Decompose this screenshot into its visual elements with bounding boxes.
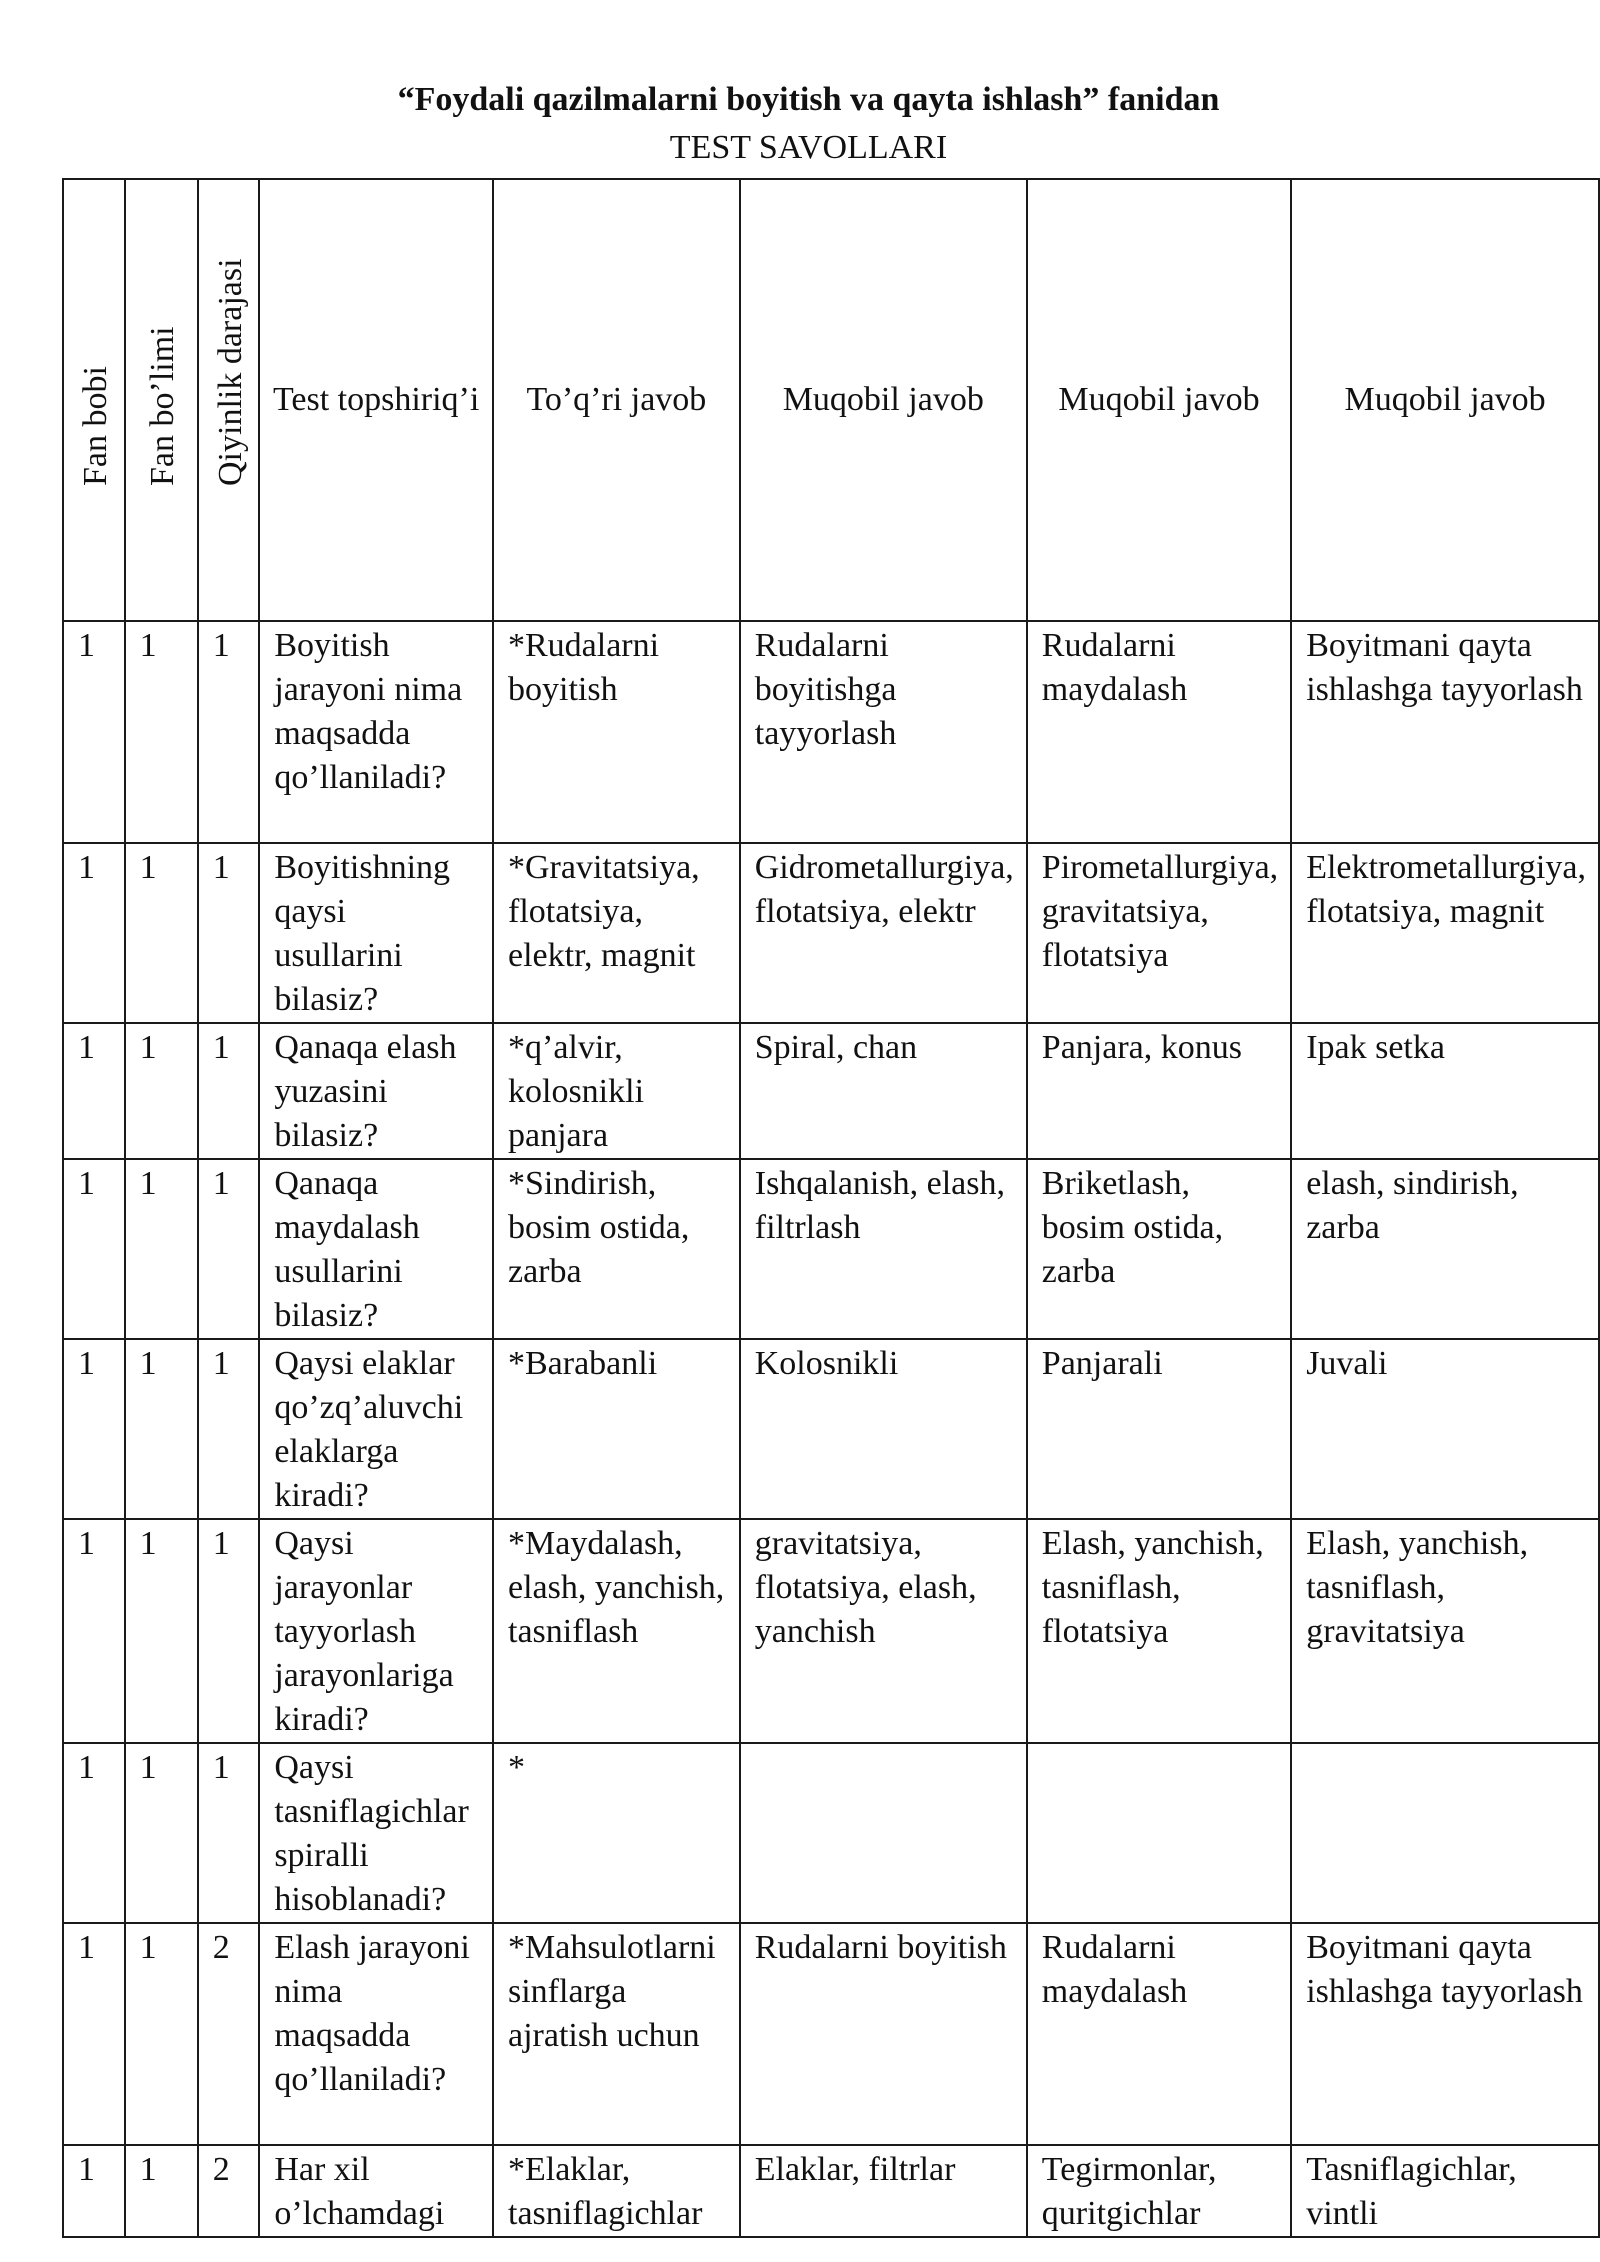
cell-alternative-answer-1: Spiral, chan [740,1023,1027,1159]
cell-alternative-answer-2: Tegirmonlar, quritgichlar [1027,2145,1291,2237]
cell-question: Boyitish jarayoni nima maqsadda qo’llaniladi? [259,621,493,843]
table-row [63,1519,1599,1743]
table-row [63,1159,1599,1339]
cell-fan-bobi: 1 [63,621,125,843]
cell-alternative-answer-2: Panjarali [1027,1339,1291,1519]
cell-alternative-answer-3 [1291,1743,1599,1923]
cell-alternative-answer-1: Rudalarni boyitishga tayyorlash [740,621,1027,843]
cell-alternative-answer-1: Rudalarni boyitish [740,1923,1027,2145]
cell-fan-bolimi: 1 [125,1159,198,1339]
cell-question: Qanaqa elash yuzasini bilasiz? [259,1023,493,1159]
cell-alternative-answer-1: Kolosnikli [740,1339,1027,1519]
table-row [63,1743,1599,1923]
cell-alternative-answer-2: Briketlash, bosim ostida, zarba [1027,1159,1291,1339]
cell-fan-bolimi: 1 [125,1023,198,1159]
cell-fan-bobi: 1 [63,1519,125,1743]
cell-fan-bolimi: 1 [125,2145,198,2237]
cell-question: Qanaqa maydalash usullarini bilasiz? [259,1159,493,1339]
cell-alternative-answer-1: gravitatsiya, flotatsiya, elash, yanchish [740,1519,1027,1743]
header-correct-answer: To’q’ri javob [493,179,740,621]
cell-alternative-answer-3: Elash, yanchish, tasniflash, gravitatsiya [1291,1519,1599,1743]
cell-fan-bobi: 1 [63,1339,125,1519]
cell-correct-answer: *Sindirish, bosim ostida, zarba [493,1159,740,1339]
header-fan-bobi: Fan bobi [63,179,125,621]
cell-correct-answer: *Rudalarni boyitish [493,621,740,843]
cell-qiyinlik-darajasi: 1 [198,1743,260,1923]
cell-fan-bolimi: 1 [125,1743,198,1923]
cell-alternative-answer-2: Rudalarni maydalash [1027,621,1291,843]
header-fan-bolimi: Fan bo’limi [125,179,198,621]
cell-qiyinlik-darajasi: 2 [198,2145,260,2237]
table-row [63,843,1599,1023]
cell-fan-bolimi: 1 [125,843,198,1023]
cell-fan-bolimi: 1 [125,621,198,843]
cell-alternative-answer-2: Panjara, konus [1027,1023,1291,1159]
cell-alternative-answer-1 [740,1743,1027,1923]
cell-question: Boyitishning qaysi usullarini bilasiz? [259,843,493,1023]
header-alternative-answer-1: Muqobil javob [740,179,1027,621]
test-questions-table [62,178,1600,2238]
cell-qiyinlik-darajasi: 1 [198,1339,260,1519]
cell-alternative-answer-2 [1027,1743,1291,1923]
cell-alternative-answer-3: Juvali [1291,1339,1599,1519]
cell-alternative-answer-1: Gidrometallurgiya, flotatsiya, elektr [740,843,1027,1023]
header-test-topshirigi: Test topshiriq’i [259,179,493,621]
header-qiyinlik-darajasi: Qiyinlik darajasi [198,179,260,621]
cell-fan-bobi: 1 [63,843,125,1023]
cell-qiyinlik-darajasi: 1 [198,843,260,1023]
cell-alternative-answer-2: Rudalarni maydalash [1027,1923,1291,2145]
table-row [63,1339,1599,1519]
cell-question: Qaysi jarayonlar tayyorlash jarayonlariga kiradi? [259,1519,493,1743]
cell-qiyinlik-darajasi: 1 [198,1159,260,1339]
table-row [63,2145,1599,2237]
cell-qiyinlik-darajasi: 2 [198,1923,260,2145]
cell-qiyinlik-darajasi: 1 [198,1519,260,1743]
cell-fan-bobi: 1 [63,1923,125,2145]
cell-alternative-answer-3: Tasniflagichlar, vintli [1291,2145,1599,2237]
header-alternative-answer-2: Muqobil javob [1027,179,1291,621]
cell-qiyinlik-darajasi: 1 [198,621,260,843]
cell-question: Elash jarayoni nima maqsadda qo’llaniladi? [259,1923,493,2145]
header-row [63,179,1599,621]
cell-correct-answer: *Barabanli [493,1339,740,1519]
cell-question: Qaysi elaklar qo’zq’aluvchi elaklarga kiradi? [259,1339,493,1519]
cell-correct-answer: *Mahsulotlarni sinflarga ajratish uchun [493,1923,740,2145]
cell-alternative-answer-2: Elash, yanchish, tasniflash, flotatsiya [1027,1519,1291,1743]
cell-correct-answer: *Maydalash, elash, yanchish, tasniflash [493,1519,740,1743]
table-row [63,1023,1599,1159]
cell-fan-bolimi: 1 [125,1923,198,2145]
cell-alternative-answer-1: Ishqalanish, elash, filtrlash [740,1159,1027,1339]
cell-qiyinlik-darajasi: 1 [198,1023,260,1159]
document-subtitle: TEST SAVOLLARI [669,129,948,166]
document-title: “Foydali qazilmalarni boyitish va qayta ishlash” fanidan [397,81,1220,118]
cell-alternative-answer-3: Boyitmani qayta ishlashga tayyorlash [1291,1923,1599,2145]
cell-fan-bolimi: 1 [125,1339,198,1519]
cell-fan-bolimi: 1 [125,1519,198,1743]
cell-question: Qaysi tasniflagichlar spiralli hisoblanadi? [259,1743,493,1923]
cell-correct-answer: *Gravitatsiya, flotatsiya, elektr, magnit [493,843,740,1023]
cell-fan-bobi: 1 [63,1743,125,1923]
table-row [63,1923,1599,2145]
table-row [63,621,1599,843]
cell-fan-bobi: 1 [63,1023,125,1159]
cell-alternative-answer-3: Ipak setka [1291,1023,1599,1159]
header-alternative-answer-3: Muqobil javob [1291,179,1599,621]
cell-correct-answer: *Elaklar, tasniflagichlar [493,2145,740,2237]
cell-alternative-answer-2: Pirometallurgiya, gravitatsiya, flotatsiya [1027,843,1291,1023]
cell-alternative-answer-3: Elektrometallurgiya, flotatsiya, magnit [1291,843,1599,1023]
cell-alternative-answer-3: elash, sindirish, zarba [1291,1159,1599,1339]
cell-correct-answer: * [493,1743,740,1923]
cell-correct-answer: *q’alvir, kolosnikli panjara [493,1023,740,1159]
cell-question: Har xil o’lchamdagi [259,2145,493,2237]
cell-alternative-answer-3: Boyitmani qayta ishlashga tayyorlash [1291,621,1599,843]
cell-alternative-answer-1: Elaklar, filtrlar [740,2145,1027,2237]
cell-fan-bobi: 1 [63,1159,125,1339]
cell-fan-bobi: 1 [63,2145,125,2237]
